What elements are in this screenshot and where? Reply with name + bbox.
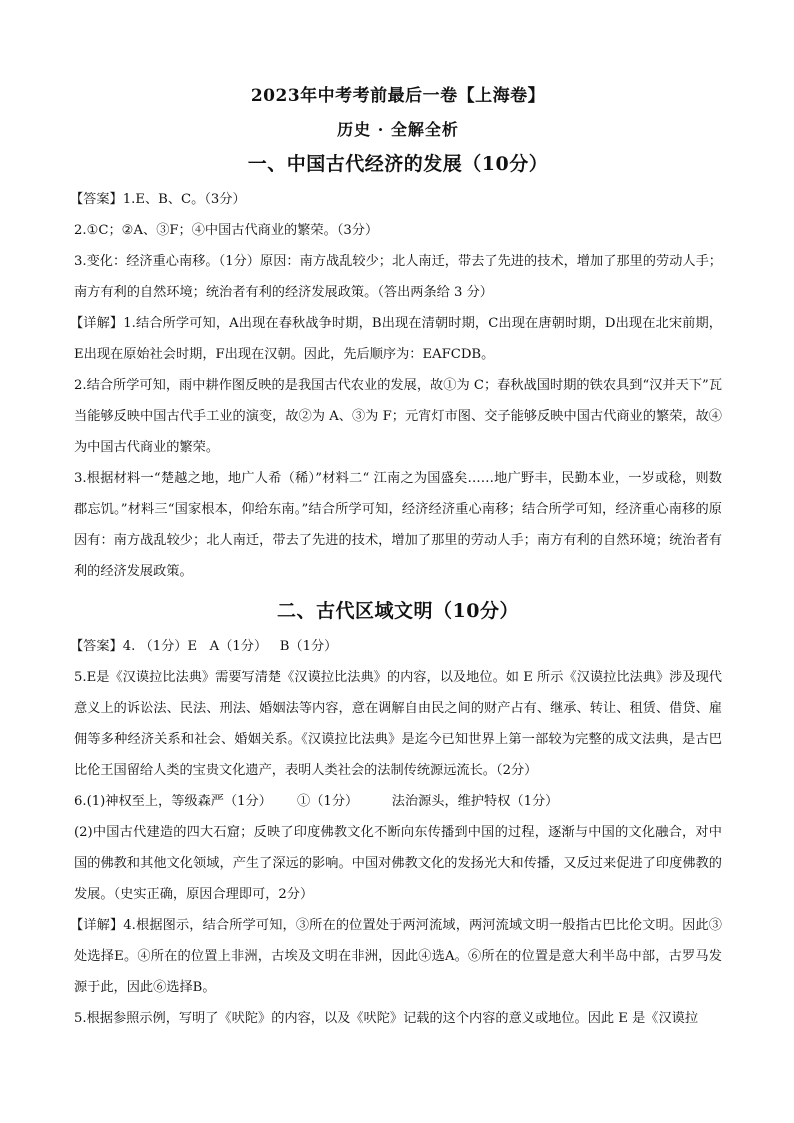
section2-answer-6-1: 6.(1)神权至上，等级森严（1分） ①（1分） 法治源头，维护特权（1分） — [74, 794, 559, 809]
document-subtitle: 历史 · 全解全析 — [337, 120, 459, 139]
section1-answer-3: 3.变化：经济重心南移。（1分）原因：南方战乱较少；北人南迁，带去了先进的技术，增加了那里的劳动人手；南方有利的自然环境；统治者有利的经济发展政策。（答出两条给 3 分） — [74, 254, 722, 300]
section1-answer-1: 【答案】1.E、B、C。（3分） — [70, 192, 246, 207]
section2-answer-6-2: (2)中国古代建造的四大石窟；反映了印度佛教文化不断向东传播到中国的过程，逐渐与中国的文化融合，对中国的佛教和其他文化领域，产生了深远的影响。中国对佛教文化的发扬光大和传播，又反过来促进了印度佛教的发展。（史实正确，原因合理即可，2分） — [74, 825, 722, 902]
document-title: 2023年中考考前最后一卷【上海卷】 — [250, 86, 546, 106]
section2-explanation-5: 5.根据参照示例，写明了《吠陀》的内容，以及《吠陀》记载的这个内容的意义或地位。因此 E 是《汉谟拉 — [74, 1011, 699, 1026]
section2-explanation-4: 【详解】4.根据图示，结合所学可知，③所在的位置处于两河流域，两河流域文明一般指古巴比伦文明。因此③处选择E。④所在的位置上非洲，古埃及文明在非洲，因此④选A。⑥所在的位置是意大利半岛中部，古罗马发源于此，因此⑥选择B。 — [70, 918, 722, 995]
section2-answer-5: 5.E是《汉谟拉比法典》需要写清楚《汉谟拉比法典》的内容，以及地位。如 E 所示《汉谟拉比法典》涉及现代意义上的诉讼法、民法、刑法、婚姻法等内容，意在调解自由民之间的财产占有、继承、转让、租赁、借贷、雇佣等多种经济关系和社会、婚姻关系。《汉谟拉比法典》是迄今已知世界上第一部较为完整的成文法典，是古巴比伦王国留给人类的宝贵文化遗产，表明人类社会的法制传统源远流长。（2分） — [74, 670, 722, 778]
section2-answer-4: 【答案】4. （1分）E A（1分） B（1分） — [70, 639, 338, 654]
section1-explanation-1: 【详解】1.结合所学可知，A出现在春秋战争时期，B出现在清朝时期，C出现在唐朝时期，D出现在北宋前期，E出现在原始社会时期，F出现在汉朝。因此，先后顺序为：EAFCDB。 — [70, 316, 722, 362]
section1-explanation-2: 2.结合所学可知，雨中耕作图反映的是我国古代农业的发展，故①为 C；春秋战国时期的铁农具到“汉并天下”瓦当能够反映中国古代手工业的演变，故②为 A、③为 F；元宵灯市图、交子能够反映中国古代商业的繁荣，故④为中国古代商业的繁荣。 — [74, 378, 722, 455]
section1-answer-2: 2.①C；②A、③F；④中国古代商业的繁荣。（3分） — [74, 223, 379, 238]
section1-heading: 一、中国古代经济的发展（10分） — [247, 153, 549, 175]
section2-heading: 二、古代区域文明（10分） — [277, 600, 519, 622]
section1-explanation-3: 3.根据材料一“楚越之地，地广人希（稀）”材料二“ 江南之为国盛矣……地广野丰，民勤本业，一岁或稔，则数郡忘饥。”材料三“国家根本，仰给东南。”结合所学可知，经济经济重心南移；结合所学可知，经济重心南移的原因有：南方战乱较少；北人南迁，带去了先进的技术，增加了那里的劳动人手；南方有利的自然环境；统治者有利的经济发展政策。 — [74, 471, 722, 579]
